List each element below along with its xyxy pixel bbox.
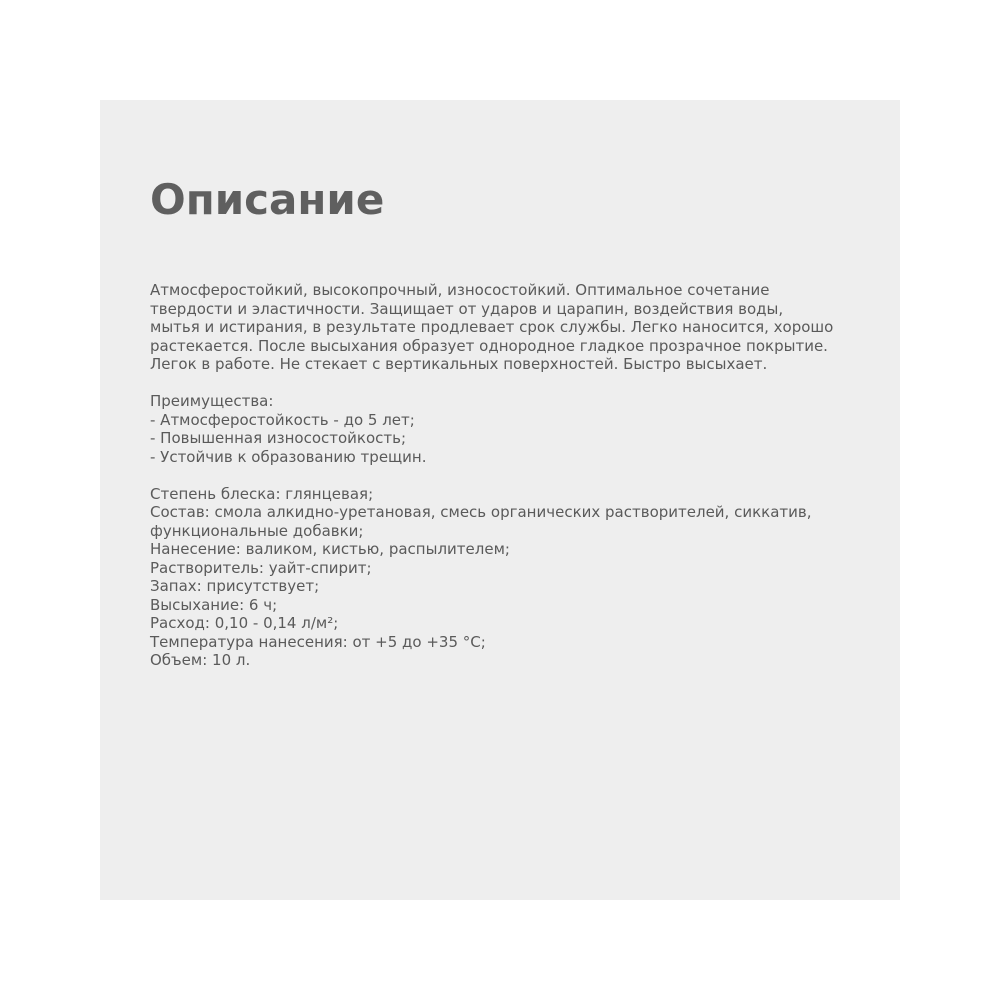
description-paragraph bbox=[150, 281, 880, 374]
spec-application: Нанесение: валиком, кистью, распылителем; bbox=[150, 540, 510, 558]
description-card bbox=[100, 100, 900, 900]
page-title: Описание bbox=[150, 175, 385, 224]
spec-temperature: Температура нанесения: от +5 до +35 °C; bbox=[150, 632, 486, 651]
description-line: мытья и истирания, в результате продлевает срок службы. Легко наносится, хорошо bbox=[150, 318, 834, 336]
spec-volume: Объем: 10 л. bbox=[150, 651, 251, 669]
spec-composition: Состав: смола алкидно-уретановая, смесь органических растворителей, сиккатив, bbox=[150, 503, 812, 521]
advantage-item: - Повышенная износостойкость; bbox=[150, 429, 407, 447]
advantage-item: - Устойчив к образованию трещин. bbox=[150, 447, 427, 466]
spec-composition-cont: функциональные добавки; bbox=[150, 521, 364, 540]
specifications-list bbox=[150, 485, 880, 670]
spec-consumption: Расход: 0,10 - 0,14 л/м²; bbox=[150, 614, 339, 632]
spec-solvent: Растворитель: уайт-спирит; bbox=[150, 558, 372, 577]
spec-gloss: Степень блеска: глянцевая; bbox=[150, 484, 374, 503]
spec-odor: Запах: присутствует; bbox=[150, 577, 320, 595]
advantage-item: - Атмосферостойкость - до 5 лет; bbox=[150, 410, 415, 429]
description-line: растекается. После высыхания образует однородное гладкое прозрачное покрытие. bbox=[150, 336, 828, 355]
advantages-heading: Преимущества: bbox=[150, 392, 274, 410]
description-content bbox=[150, 281, 880, 670]
description-line: Атмосферостойкий, высокопрочный, износостойкий. Оптимальное сочетание bbox=[150, 281, 770, 299]
advantages-list bbox=[150, 392, 880, 466]
description-line: твердости и эластичности. Защищает от ударов и царапин, воздействия воды, bbox=[150, 299, 784, 318]
description-line: Легок в работе. Не стекает с вертикальных поверхностей. Быстро высыхает. bbox=[150, 355, 768, 373]
spec-drying: Высыхание: 6 ч; bbox=[150, 595, 278, 614]
